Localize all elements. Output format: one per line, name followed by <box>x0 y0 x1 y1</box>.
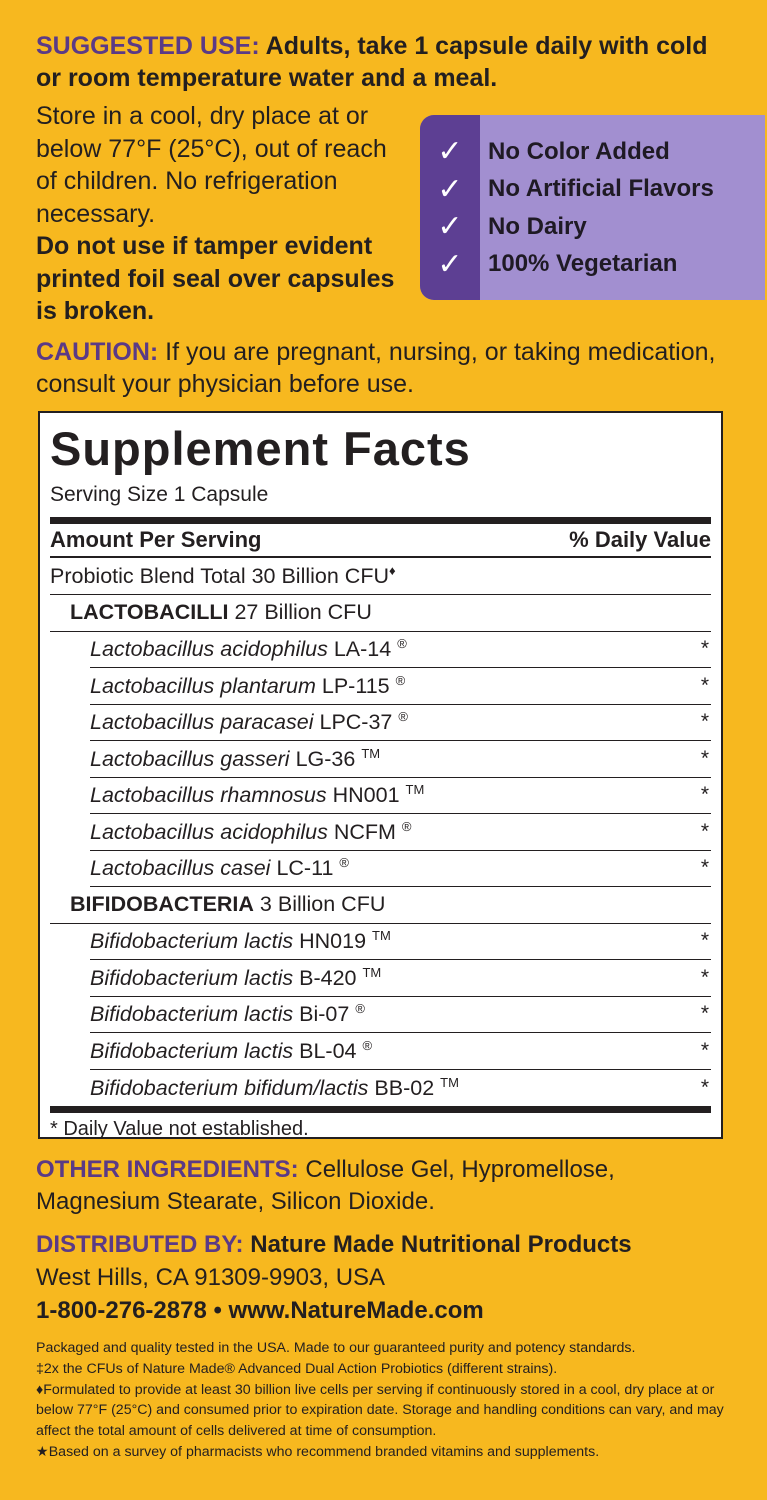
daily-value-star: * <box>700 783 709 807</box>
strain-species: Lactobacillus acidophilus <box>90 637 328 662</box>
other-ingredients-text: Cellulose Gel, Hypromellose, Magnesium Stearate, Silicon Dioxide. <box>36 1156 615 1215</box>
suggested-use <box>36 30 736 94</box>
trademark-mark: TM <box>440 1074 459 1090</box>
distributor <box>36 1228 736 1327</box>
trademark-mark: ® <box>355 1001 365 1017</box>
daily-value-star: * <box>700 1002 709 1026</box>
caution-text: If you are pregnant, nursing, or taking medication, consult your physician before use. <box>36 338 716 398</box>
group-amount: 3 Billion CFU <box>259 892 386 917</box>
strain-code: LA-14 <box>333 637 392 662</box>
lacto-strain-list <box>50 632 711 888</box>
strain-code: LC-11 <box>276 856 334 881</box>
strain-row <box>90 924 711 961</box>
strain-row <box>90 741 711 778</box>
strain-row <box>90 778 711 815</box>
strain-row <box>90 705 711 742</box>
strain-species: Lactobacillus rhamnosus <box>90 783 327 808</box>
trademark-mark: TM <box>362 964 382 980</box>
suggested-use-label: SUGGESTED USE: <box>36 32 260 60</box>
strain-code: LG-36 <box>295 746 356 771</box>
strain-code: LPC-37 <box>319 710 393 735</box>
checkmark-icon: ✓ <box>437 134 463 170</box>
strain-code: BL-04 <box>299 1038 357 1063</box>
fine-print-line: Packaged and quality tested in the USA. Made to our guaranteed purity and potency standards. <box>36 1340 636 1356</box>
group-amount: 27 Billion CFU <box>234 600 372 625</box>
strain-species: Lactobacillus plantarum <box>90 673 316 698</box>
strain-species: Lactobacillus acidophilus <box>90 819 328 844</box>
fine-print-line: ‡2x the CFUs of Nature Made® Advanced Dual Action Probiotics (different strains). <box>36 1360 558 1377</box>
trademark-mark: TM <box>372 928 391 944</box>
checkmark-icon: ✓ <box>437 171 463 207</box>
strain-species: Bifidobacterium lactis <box>90 929 294 954</box>
daily-value-star: * <box>700 819 709 843</box>
suggested-use-text: Adults, take 1 capsule daily with cold or room temperature water and a meal. <box>36 32 708 92</box>
claims-list <box>420 133 714 283</box>
trademark-mark: TM <box>405 782 425 798</box>
distributor-company: Nature Made Nutritional Products <box>243 1231 632 1258</box>
strain-row <box>90 1070 711 1107</box>
facts-header-row <box>50 524 711 558</box>
supplement-facts-panel <box>38 411 723 1139</box>
claim-text: No Artificial Flavors <box>488 175 714 203</box>
claim-text: No Dairy <box>488 212 587 240</box>
fine-print-line: ♦Formulated to provide at least 30 billion live cells per serving if continuously stored in a cool, dry place at or below 77°F (25°C) and consumed prior to expiration date. Storage and handling conditions can vary, and may affect the total amount of cells delivered at time of consumption. <box>36 1381 724 1440</box>
thick-divider <box>50 517 711 524</box>
strain-row <box>90 1033 711 1070</box>
strain-row <box>90 997 711 1034</box>
daily-value-star: * <box>700 929 709 953</box>
facts-title: Supplement Facts <box>50 422 471 475</box>
other-ingredients <box>36 1154 736 1217</box>
caution-label: CAUTION: <box>36 338 159 366</box>
strain-row <box>90 960 711 997</box>
claim-item <box>420 208 714 246</box>
daily-value-star: * <box>700 856 709 880</box>
caution <box>36 336 736 400</box>
blend-text: Probiotic Blend Total 30 Billion CFU <box>50 564 389 589</box>
strain-species: Bifidobacterium lactis <box>90 1002 294 1027</box>
group-name: BIFIDOBACTERIA <box>70 892 254 917</box>
claim-text: 100% Vegetarian <box>488 250 678 278</box>
daily-value-star: * <box>700 637 709 661</box>
checkmark-icon: ✓ <box>437 209 463 245</box>
distributor-address: West Hills, CA 91309-9903, USA <box>36 1264 386 1291</box>
daily-value-star: * <box>700 1075 709 1099</box>
trademark-mark: ® <box>401 818 412 834</box>
bifido-strain-list <box>50 924 711 1107</box>
diamond-mark: ♦ <box>389 562 396 578</box>
strain-code: NCFM <box>333 819 396 844</box>
other-ingredients-label: OTHER INGREDIENTS: <box>36 1156 299 1183</box>
storage-instructions <box>36 100 396 328</box>
strain-code: HN019 <box>299 929 367 954</box>
strain-species: Lactobacillus casei <box>90 856 271 881</box>
strain-species: Bifidobacterium lactis <box>90 965 294 990</box>
blend-row <box>50 558 711 595</box>
facts-footnote: * Daily Value not established. <box>50 1118 309 1140</box>
lactobacilli-row <box>50 595 711 632</box>
distributor-contact: 1-800-276-2878 • www.NatureMade.com <box>36 1297 484 1324</box>
trademark-mark: ® <box>398 709 408 725</box>
strain-code: LP-115 <box>321 673 390 698</box>
checkmark-icon: ✓ <box>437 246 463 282</box>
strain-species: Lactobacillus paracasei <box>90 710 314 735</box>
claim-text: No Color Added <box>488 137 670 165</box>
claims-panel <box>420 115 765 300</box>
tamper-warning: Do not use if tamper evident printed foil seal over capsules is broken. <box>36 232 395 325</box>
daily-value-star: * <box>700 710 709 734</box>
fine-print <box>36 1338 736 1463</box>
strain-row <box>90 632 711 669</box>
serving-size: Serving Size 1 Capsule <box>50 483 269 506</box>
strain-row <box>90 814 711 851</box>
trademark-mark: ® <box>339 855 349 871</box>
claim-item <box>420 133 714 171</box>
strain-code: Bi-07 <box>299 1002 350 1027</box>
claim-item <box>420 246 714 284</box>
daily-value-star: * <box>700 965 709 989</box>
thick-divider <box>50 1106 711 1113</box>
daily-value-star: * <box>700 746 709 770</box>
strain-species: Bifidobacterium lactis <box>90 1038 294 1063</box>
strain-row <box>90 851 711 888</box>
daily-value-star: * <box>700 673 709 697</box>
fine-print-line: ★Based on a survey of pharmacists who recommend branded vitamins and supplements. <box>36 1443 600 1460</box>
group-name: LACTOBACILLI <box>70 600 229 625</box>
amount-per-serving-header: Amount Per Serving <box>50 527 262 552</box>
strain-code: HN001 <box>332 783 400 808</box>
bifidobacteria-row <box>50 887 711 924</box>
strain-row <box>90 668 711 705</box>
trademark-mark: ® <box>397 636 407 652</box>
storage-text: Store in a cool, dry place at or below 77°F (25°C), out of reach of children. No refrigeration necessary. <box>36 102 387 228</box>
trademark-mark: ® <box>395 672 406 688</box>
distributed-by-label: DISTRIBUTED BY: <box>36 1231 244 1258</box>
strain-code: B-420 <box>299 965 357 990</box>
trademark-mark: ® <box>362 1037 373 1053</box>
claim-item <box>420 171 714 209</box>
daily-value-star: * <box>700 1038 709 1062</box>
daily-value-header: % Daily Value <box>569 527 711 552</box>
strain-code: BB-02 <box>374 1075 435 1100</box>
strain-species: Lactobacillus gasseri <box>90 746 290 771</box>
trademark-mark: TM <box>361 745 381 761</box>
strain-species: Bifidobacterium bifidum/lactis <box>90 1075 369 1100</box>
